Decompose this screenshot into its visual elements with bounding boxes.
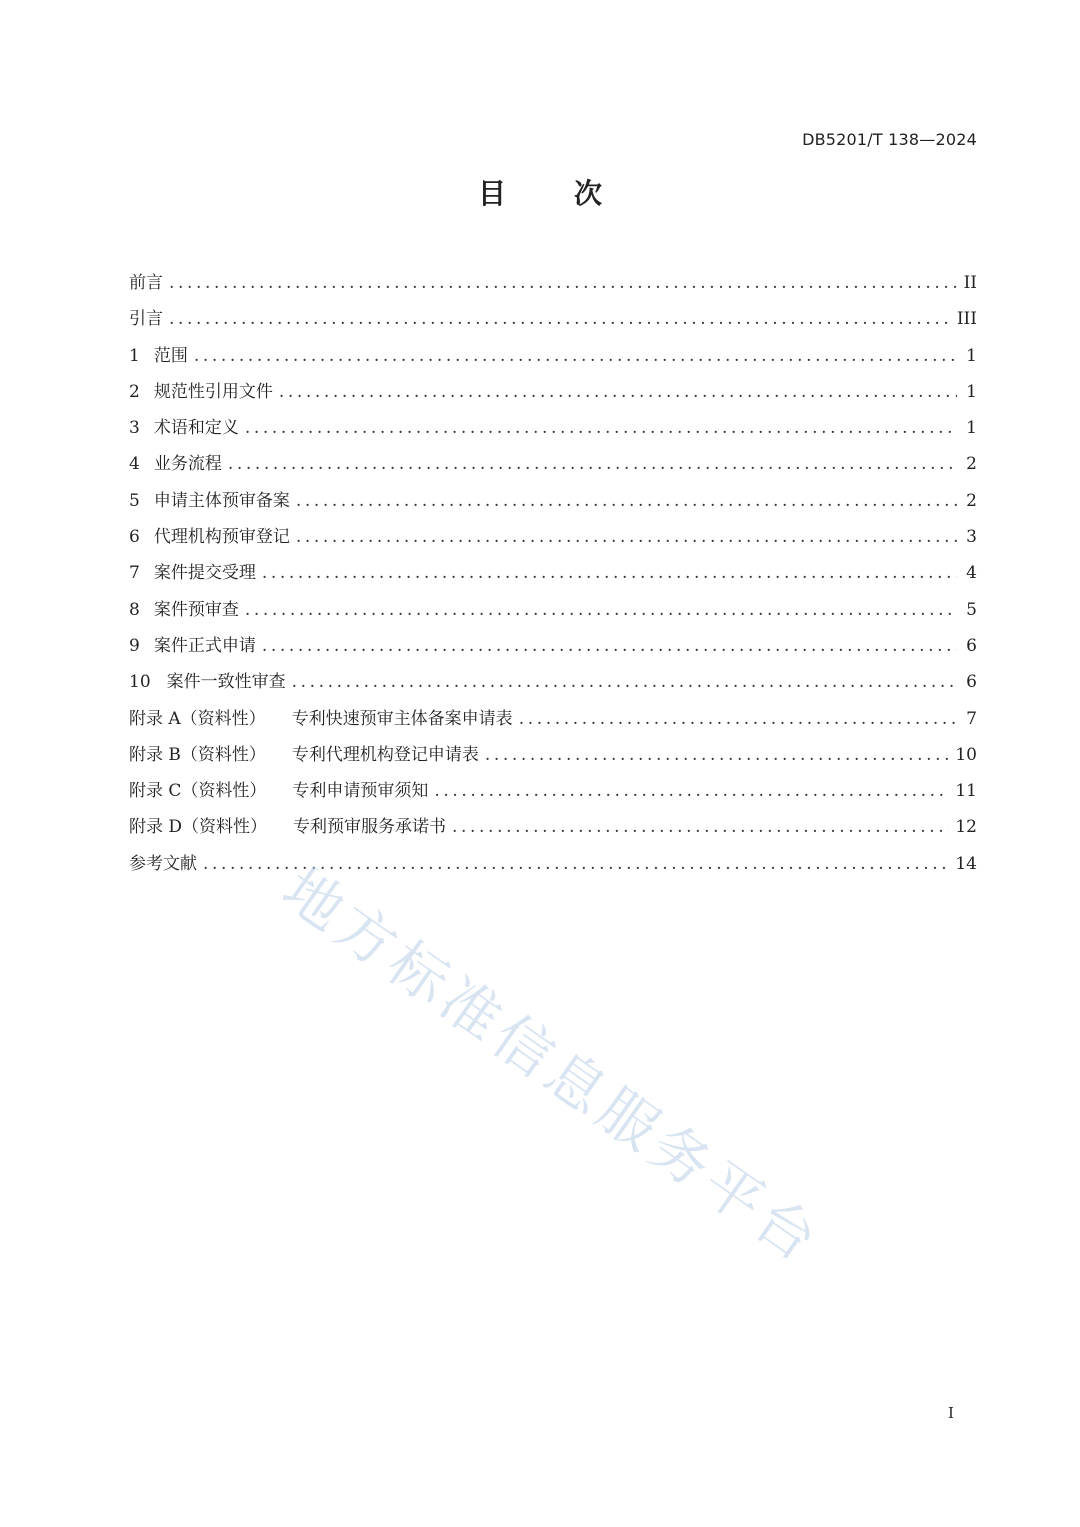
toc-page: II bbox=[963, 273, 977, 293]
toc-entry-6[interactable] bbox=[129, 522, 977, 558]
toc-number: 附录 A（资料性） bbox=[129, 708, 266, 729]
toc-entry-introduction[interactable] bbox=[129, 304, 977, 340]
toc-leader-dots bbox=[296, 491, 957, 511]
toc-number: 2 bbox=[129, 381, 140, 402]
toc-entry-1[interactable] bbox=[129, 341, 977, 377]
toc-entry-3[interactable] bbox=[129, 413, 977, 449]
toc-number: 6 bbox=[129, 527, 140, 548]
toc-page: 5 bbox=[966, 599, 977, 620]
toc-page: 1 bbox=[966, 381, 977, 402]
toc-page: 6 bbox=[966, 635, 977, 656]
toc-entry-appendix-b[interactable] bbox=[129, 740, 977, 776]
toc-entry-references[interactable] bbox=[129, 849, 977, 885]
toc-leader-dots bbox=[296, 527, 957, 547]
toc-number: 8 bbox=[129, 599, 140, 620]
toc-label: 案件提交受理 bbox=[153, 563, 256, 584]
toc-page: 1 bbox=[966, 418, 977, 439]
toc-page: 2 bbox=[966, 490, 977, 511]
toc-number: 3 bbox=[129, 418, 140, 439]
toc-leader-dots bbox=[262, 563, 957, 583]
toc-page: III bbox=[956, 309, 977, 330]
toc-label: 术语和定义 bbox=[153, 418, 239, 439]
toc-entry-appendix-a[interactable] bbox=[129, 704, 977, 740]
toc-number: 附录 D（资料性） bbox=[129, 817, 268, 838]
toc-page: 3 bbox=[966, 527, 977, 548]
toc-entry-2[interactable] bbox=[129, 377, 977, 413]
watermark: 地方标准信息服务平台 bbox=[270, 854, 834, 1278]
toc-leader-dots bbox=[279, 382, 957, 402]
toc-number: 9 bbox=[129, 635, 140, 656]
toc-leader-dots bbox=[519, 709, 957, 729]
toc-leader-dots bbox=[434, 781, 949, 801]
toc-label: 专利预审服务承诺书 bbox=[293, 817, 447, 838]
toc-entry-foreword[interactable] bbox=[129, 268, 977, 304]
toc-page: 1 bbox=[966, 345, 977, 366]
toc-leader-dots bbox=[245, 600, 957, 620]
toc-label: 专利代理机构登记申请表 bbox=[291, 744, 479, 765]
toc-page: 14 bbox=[955, 853, 977, 874]
toc-entry-10[interactable] bbox=[129, 667, 977, 703]
toc-label: 前言 bbox=[129, 273, 163, 293]
title-char-1: 目 bbox=[477, 177, 506, 210]
toc-entry-4[interactable] bbox=[129, 449, 977, 485]
toc-page: 2 bbox=[966, 454, 977, 475]
toc-number: 5 bbox=[129, 490, 140, 511]
toc-label: 案件一致性审查 bbox=[166, 672, 286, 693]
toc-label: 参考文献 bbox=[129, 853, 197, 874]
document-code: DB5201/T 138—2024 bbox=[802, 130, 977, 149]
toc-number: 7 bbox=[129, 563, 140, 584]
table-of-contents bbox=[129, 268, 977, 885]
toc-page: 10 bbox=[955, 744, 977, 765]
page-number: I bbox=[948, 1404, 954, 1422]
toc-label: 专利快速预审主体备案申请表 bbox=[291, 708, 513, 729]
toc-entry-7[interactable] bbox=[129, 558, 977, 594]
toc-page: 6 bbox=[966, 672, 977, 693]
toc-label: 范围 bbox=[153, 345, 188, 366]
page-title bbox=[0, 172, 1080, 212]
title-char-2: 次 bbox=[574, 177, 603, 210]
toc-entry-appendix-c[interactable] bbox=[129, 776, 977, 812]
toc-leader-dots bbox=[245, 418, 957, 438]
toc-leader-dots bbox=[292, 672, 957, 692]
toc-leader-dots bbox=[485, 745, 949, 765]
toc-label: 代理机构预审登记 bbox=[153, 527, 290, 548]
toc-leader-dots bbox=[262, 636, 957, 656]
toc-label: 规范性引用文件 bbox=[153, 381, 273, 402]
toc-label: 业务流程 bbox=[153, 454, 222, 475]
toc-number: 附录 C（资料性） bbox=[129, 781, 267, 802]
toc-label: 专利申请预审须知 bbox=[292, 781, 429, 802]
toc-number: 附录 B（资料性） bbox=[129, 744, 266, 765]
toc-page: 7 bbox=[966, 708, 977, 729]
toc-leader-dots bbox=[169, 273, 957, 293]
toc-entry-5[interactable] bbox=[129, 486, 977, 522]
toc-label: 案件预审查 bbox=[153, 599, 239, 620]
toc-label: 申请主体预审备案 bbox=[153, 490, 290, 511]
toc-entry-appendix-d[interactable] bbox=[129, 812, 977, 848]
toc-label: 引言 bbox=[129, 309, 163, 330]
toc-number: 1 bbox=[129, 345, 140, 366]
toc-page: 12 bbox=[955, 817, 977, 838]
toc-leader-dots bbox=[194, 346, 957, 366]
toc-number: 4 bbox=[129, 454, 140, 475]
toc-entry-9[interactable] bbox=[129, 631, 977, 667]
toc-entry-8[interactable] bbox=[129, 595, 977, 631]
toc-label: 案件正式申请 bbox=[153, 635, 256, 656]
toc-page: 4 bbox=[966, 563, 977, 584]
toc-number: 10 bbox=[129, 672, 151, 693]
toc-leader-dots bbox=[228, 454, 957, 474]
toc-leader-dots bbox=[452, 817, 949, 837]
toc-leader-dots bbox=[169, 309, 951, 329]
toc-page: 11 bbox=[955, 781, 977, 802]
